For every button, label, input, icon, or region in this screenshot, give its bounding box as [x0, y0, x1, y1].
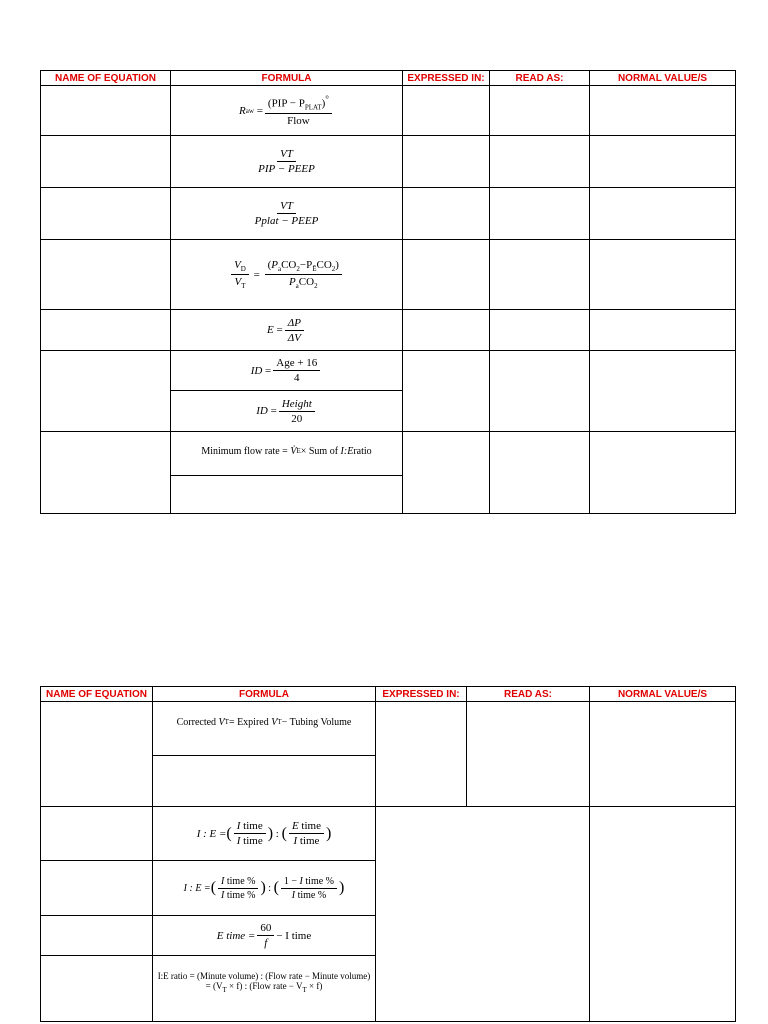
header-read-as: READ AS:: [489, 70, 590, 86]
header-name-of-equation: NAME OF EQUATION: [40, 686, 153, 702]
expressed-cell: [402, 431, 490, 514]
expressed-cell: [402, 135, 490, 188]
name-cell: [40, 806, 153, 861]
read-as-cell: [489, 187, 590, 240]
expressed-cell: [402, 187, 490, 240]
name-cell: [40, 955, 153, 1022]
name-cell: [40, 701, 153, 807]
formula-elastance: E = $\frac{\Delta P}{\Delta V}$: [170, 309, 403, 351]
formula-minimum-flow-rate: Minimum flow rate = V̇ E × Sum of I:E ratio: [201, 445, 372, 457]
header-expressed-in: EXPRESSED IN:: [375, 686, 467, 702]
read-as-cell: [489, 85, 590, 136]
header-read-as: READ AS:: [466, 686, 590, 702]
formula-dynamic-compliance: $\frac{VT}{\text{PIP − PEEP}}$: [258, 148, 315, 175]
header-expressed-in: EXPRESSED IN:: [402, 70, 490, 86]
name-cell: [40, 187, 171, 240]
normal-value-cell: [589, 309, 736, 351]
name-cell: [40, 431, 171, 514]
read-as-cell: [466, 701, 590, 807]
normal-value-cell: [589, 350, 736, 432]
normal-value-cell: [589, 239, 736, 310]
formula-ie-time: I : E = ( $\frac{\text{I time}}{\text{I time}}$ ) : ( $\frac{\text{E time}}{\text{I time}}$ ): [196, 820, 332, 847]
read-as-cell: [489, 431, 590, 514]
normal-value-cell: [589, 431, 736, 514]
read-as-cell: [489, 309, 590, 351]
normal-value-cell: [589, 135, 736, 188]
expressed-cell: [402, 239, 490, 310]
merged-expressed-read-as-cell: [375, 806, 590, 1022]
formula-cell-empty: [152, 755, 376, 807]
name-cell: [40, 860, 153, 916]
formula-static-compliance: $\frac{VT}{\text{Pplat − PEEP}}$: [254, 200, 319, 227]
formula-ie-percent: I : E = ( $\frac{\text{I time \%}}{\text{I time \%}}$ ) : ( $\frac{\text{1 − I time \%}}{\text{I time \%}}$ ): [183, 875, 345, 901]
formula-corrected-vt: Corrected V T = Expired V T − Tubing Volume: [176, 716, 352, 728]
normal-value-cell: [589, 701, 736, 807]
formula-cell-empty: [170, 475, 403, 514]
read-as-cell: [489, 239, 590, 310]
header-name-of-equation: NAME OF EQUATION: [40, 70, 171, 86]
header-normal-values: NORMAL VALUE/S: [589, 70, 736, 86]
expressed-cell: [402, 85, 490, 136]
normal-value-cell: [589, 187, 736, 240]
read-as-cell: [489, 350, 590, 432]
formula-ie-ratio: I:E ratio = (Minute volume) : (Flow rate − Minute volume) = $(V_T \times f)$ : (Flow rate − $V_T \times f$): [157, 971, 371, 994]
name-cell: [40, 350, 171, 432]
header-formula: FORMULA: [170, 70, 403, 86]
read-as-cell: [489, 135, 590, 188]
name-cell: [40, 135, 171, 188]
formula-et-tube-age: ID = $\frac{\text{Age + 16}}{4}$: [170, 350, 403, 391]
normal-value-cell: [589, 806, 736, 1022]
name-cell: [40, 85, 171, 136]
fraction: $\frac{(PIP - P_{PLAT})^\circ}{\text{Flow}}$: [265, 94, 332, 127]
header-formula: FORMULA: [152, 686, 376, 702]
formula-e-time: E time = $\frac{60}{f}$ − I time: [216, 922, 312, 949]
normal-value-cell: [589, 85, 736, 136]
formula-airway-resistance: R aw = $\frac{(PIP - P_{PLAT})^\circ}{\text{Flow}}$: [170, 85, 403, 136]
name-cell: [40, 239, 171, 310]
formula-et-tube-height: ID = $\frac{\text{Height}}{20}$: [170, 390, 403, 432]
expressed-cell: [402, 350, 490, 432]
expressed-cell: [375, 701, 467, 807]
header-normal-values: NORMAL VALUE/S: [589, 686, 736, 702]
name-cell: [40, 915, 153, 956]
name-cell: [40, 309, 171, 351]
formula-dead-space-ratio: $\frac{V_D}{V_T}$ = $\frac{(P_aCO_2-P_ĒCO_2)}{P_aCO_2}$: [170, 239, 403, 310]
expressed-cell: [402, 309, 490, 351]
